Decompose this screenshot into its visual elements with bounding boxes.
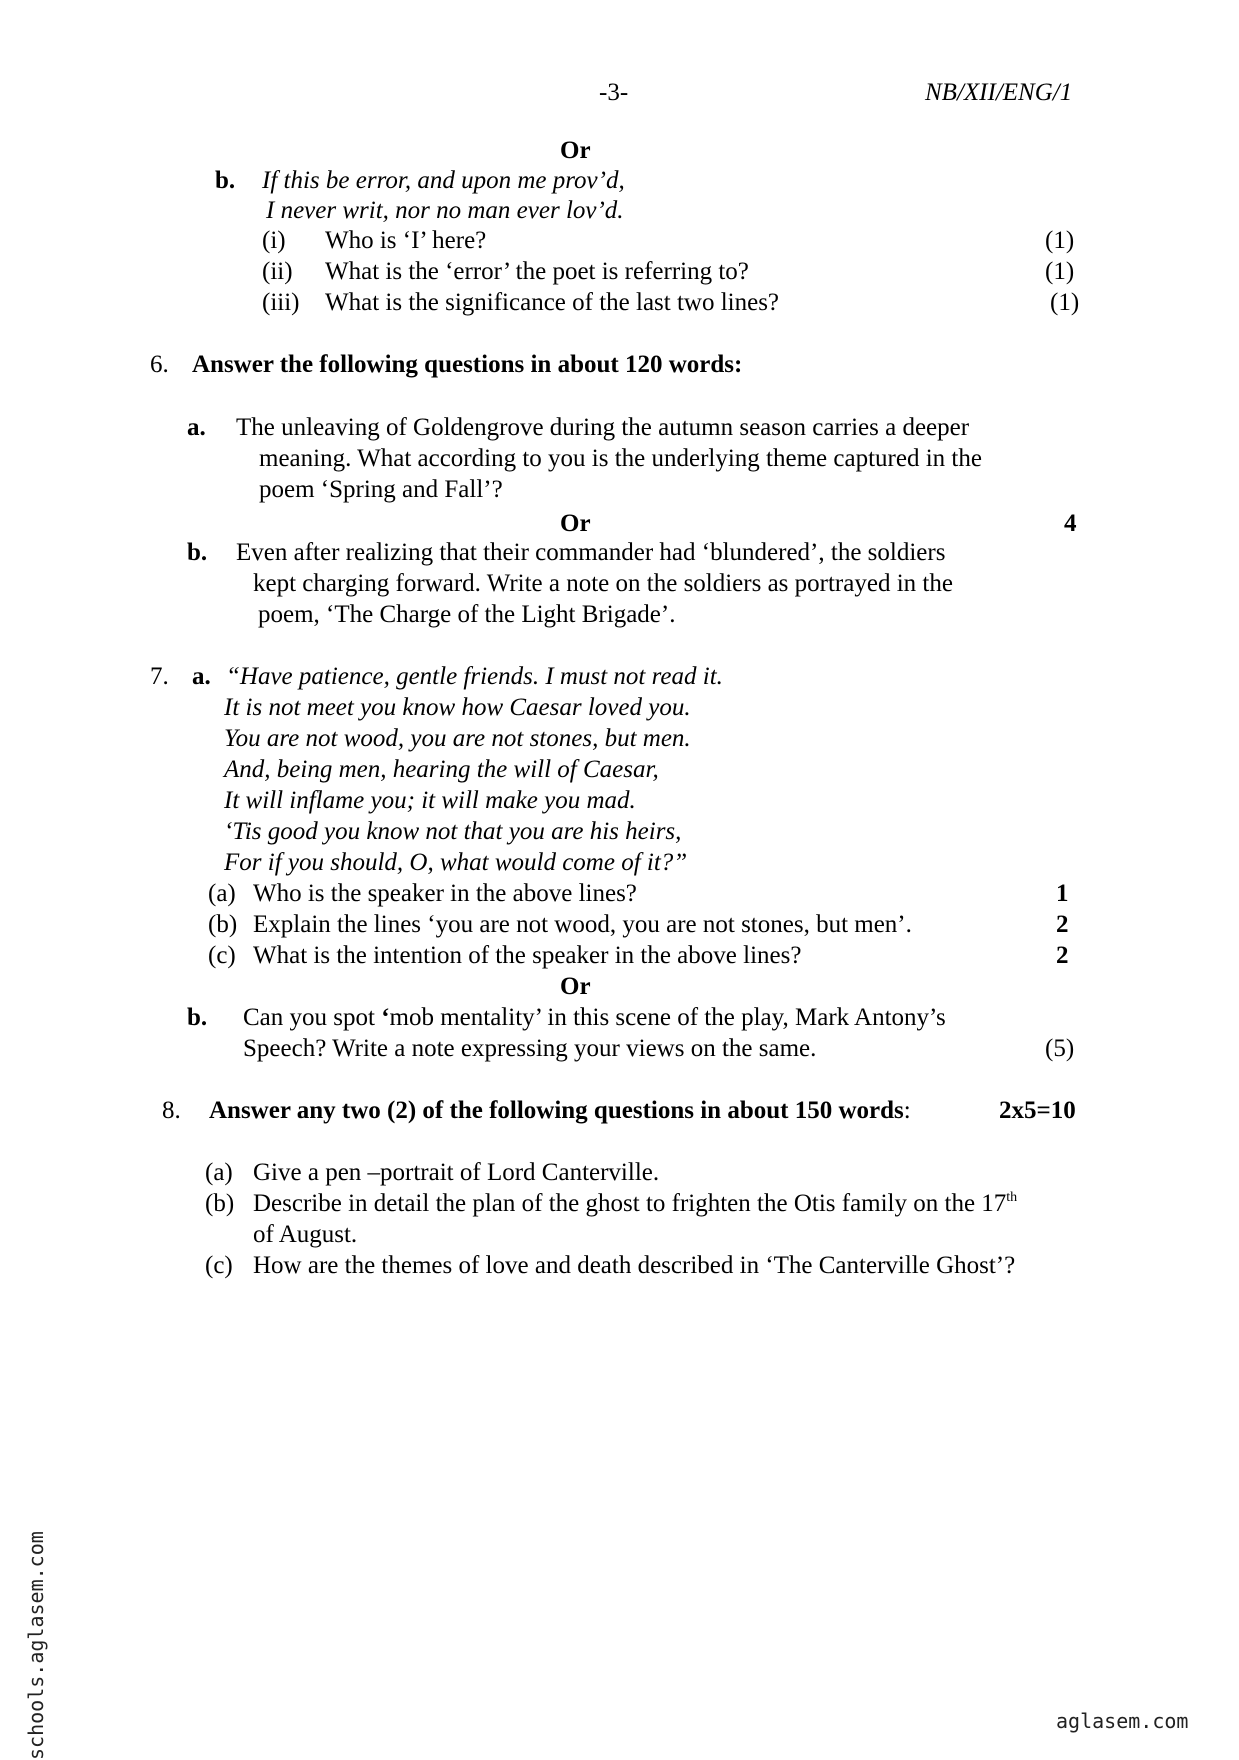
option-label: a.	[187, 414, 206, 441]
paper-code: NB/XII/ENG/1	[925, 79, 1073, 106]
question-text-line: kept charging forward. Write a note on the soldiers as portrayed in the	[253, 570, 953, 597]
question-heading: Answer any two (2) of the following questions in about 150 words:	[209, 1097, 911, 1124]
sub-question-number: (ii)	[262, 258, 293, 285]
option-label: b.	[187, 539, 208, 566]
sub-question-text: Who is the speaker in the above lines?	[253, 880, 637, 907]
or-separator: Or	[560, 510, 591, 537]
sub-question-number: (b)	[205, 1190, 235, 1217]
question-text-line: Even after realizing that their commander had ‘blundered’, the soldiers	[236, 539, 946, 566]
question-number: 7.	[150, 663, 169, 690]
question-text-line: Can you spot ‘mob mentality’ in this scene of the play, Mark Antony’s	[243, 1004, 946, 1031]
marks: 2x5=10	[999, 1097, 1076, 1124]
sub-question-number: (a)	[205, 1159, 233, 1186]
sub-question-text-continued: of August.	[253, 1221, 358, 1248]
sub-question-number: (i)	[262, 227, 286, 254]
marks: (1)	[1045, 258, 1075, 285]
question-text-line: Speech? Write a note expressing your views on the same.	[243, 1035, 817, 1062]
quote-line: If this be error, and upon me prov’d,	[262, 167, 625, 194]
option-label: b.	[215, 167, 236, 194]
question-text-line: meaning. What according to you is the underlying theme captured in the	[259, 445, 982, 472]
quote-line: “Have patience, gentle friends. I must not read it.	[226, 663, 723, 690]
sub-question-text: What is the intention of the speaker in the above lines?	[253, 942, 802, 969]
marks: 1	[1056, 880, 1069, 907]
sub-question-number: (iii)	[262, 289, 300, 316]
sub-question-text: Describe in detail the plan of the ghost to frighten the Otis family on the 17th	[253, 1190, 1018, 1217]
question-text-line: poem ‘Spring and Fall’?	[259, 476, 503, 503]
question-text-line: The unleaving of Goldengrove during the autumn season carries a deeper	[236, 414, 970, 441]
sub-question-text: Explain the lines ‘you are not wood, you are not stones, but men’.	[253, 911, 912, 938]
sub-question-text: What is the ‘error’ the poet is referring to?	[325, 258, 749, 285]
quote-line: It will inflame you; it will make you mad.	[224, 787, 636, 814]
marks: 2	[1056, 911, 1069, 938]
or-separator: Or	[560, 137, 591, 164]
sub-question-text: Give a pen –portrait of Lord Canterville.	[253, 1159, 660, 1186]
ordinal-superscript: th	[1006, 1190, 1018, 1205]
option-label: b.	[187, 1004, 208, 1031]
question-heading: Answer the following questions in about 120 words:	[192, 351, 743, 378]
question-number: 6.	[150, 351, 169, 378]
side-watermark: schools.aglasem.com	[24, 1531, 48, 1760]
question-text-line: poem, ‘The Charge of the Light Brigade’.	[258, 601, 676, 628]
sub-question-number: (b)	[208, 911, 238, 938]
sub-question-text: How are the themes of love and death described in ‘The Canterville Ghost’?	[253, 1252, 1016, 1279]
marks: (5)	[1045, 1035, 1075, 1062]
sub-question-number: (c)	[205, 1252, 233, 1279]
option-label: a.	[192, 663, 211, 690]
marks: 2	[1056, 942, 1069, 969]
question-number: 8.	[162, 1097, 181, 1124]
marks: 4	[1064, 510, 1077, 537]
sub-question-text: Who is ‘I’ here?	[325, 227, 487, 254]
marks: (1)	[1045, 227, 1075, 254]
quote-line: ‘Tis good you know not that you are his heirs,	[224, 818, 682, 845]
or-separator: Or	[560, 973, 591, 1000]
quote-line: You are not wood, you are not stones, but men.	[224, 725, 691, 752]
sub-question-number: (a)	[208, 880, 236, 907]
quote-line: It is not meet you know how Caesar loved you.	[224, 694, 691, 721]
sub-question-text: What is the significance of the last two lines?	[325, 289, 780, 316]
quote-line: For if you should, O, what would come of it?”	[224, 849, 688, 876]
sub-question-number: (c)	[208, 942, 236, 969]
quote-line: I never writ, nor no man ever lov’d.	[266, 197, 624, 224]
marks: (1)	[1050, 289, 1080, 316]
corner-watermark: aglasem.com	[1056, 1709, 1189, 1733]
quote-line: And, being men, hearing the will of Caesar,	[224, 756, 659, 783]
page-number: -3-	[599, 79, 629, 106]
